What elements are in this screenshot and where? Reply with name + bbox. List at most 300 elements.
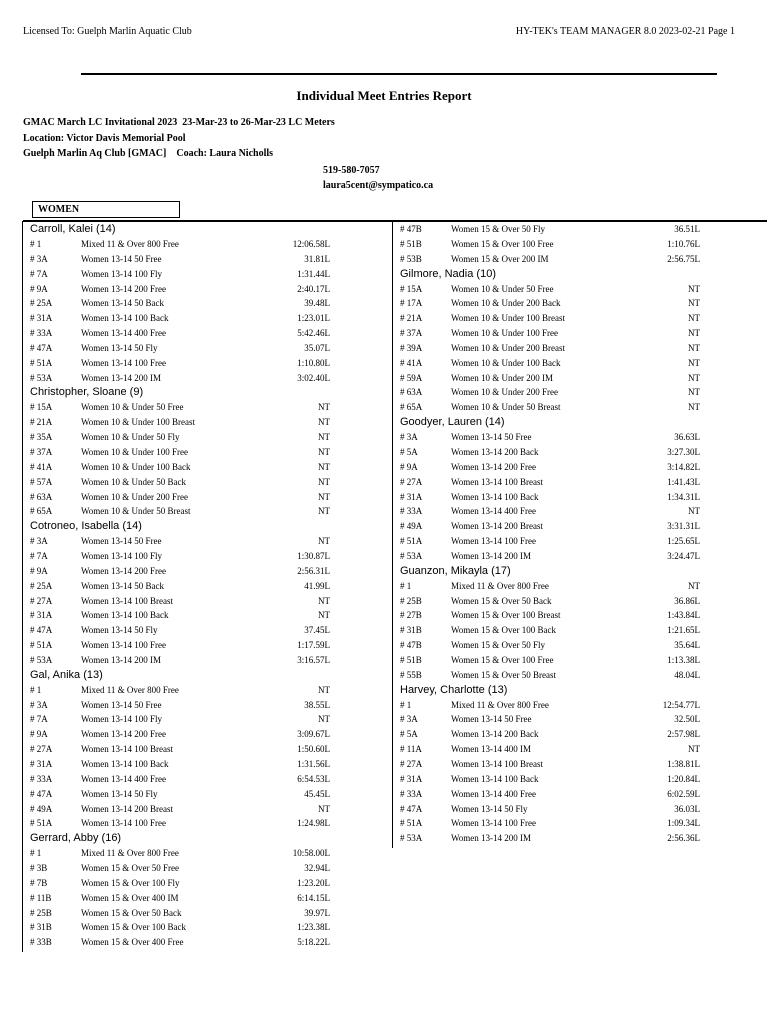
seed-time: 12:06.58L [292,239,330,249]
entry-row [30,846,330,861]
entry-row [400,252,700,267]
entry-row [30,549,330,564]
event-description: Women 10 & Under 50 Free [451,283,554,294]
event-description: Women 13-14 200 IM [81,654,162,665]
seed-time: 1:20.84L [667,773,700,784]
event-description: Women 13-14 100 Free [81,640,167,651]
seed-time: NT [318,446,330,457]
event-description: Women 10 & Under 100 Free [451,328,559,339]
event-description: Women 13-14 50 Free [81,253,162,264]
entry-row [30,712,330,727]
meet-info: GMAC March LC Invitational 2023 23-Mar-23 to 26-Mar-23 LC Meters [23,117,335,128]
event-description: Women 13-14 400 Free [451,506,537,517]
entry-row [400,445,700,460]
swimmer-name: Carroll, Kalei (14) [30,223,116,235]
seed-time: NT [688,580,700,591]
event-number: # 47B [400,640,422,651]
seed-time: 3:31.31L [667,521,700,532]
event-number: # 11A [400,744,422,755]
event-description: Women 13-14 50 Fly [81,342,158,353]
seed-time: 2:57.98L [667,729,700,740]
event-number: # 5A [400,729,418,740]
entry-row [400,698,700,713]
event-number: # 41A [400,357,423,368]
event-description: Women 13-14 50 Fly [81,788,158,799]
event-number: # 21A [400,313,423,324]
event-number: # 3B [30,863,48,874]
seed-time: 36.03L [674,803,700,814]
entry-row [400,623,700,638]
event-description: Women 13-14 200 Free [81,565,167,576]
seed-time: 6:54.53L [297,773,330,784]
event-number: # 47A [30,342,53,353]
entry-row [30,564,330,579]
event-number: # 53B [400,253,422,264]
event-number: # 27A [30,595,53,606]
swimmer-name: Gilmore, Nadia (10) [400,267,496,280]
entry-row [30,608,330,623]
event-description: Women 13-14 100 Breast [451,759,544,769]
event-description: Women 15 & Over 100 Free [451,238,554,249]
seed-time: NT [318,432,330,443]
seed-time: 32.50L [674,714,700,725]
seed-time: NT [318,506,330,517]
software-page-info: HY-TEK's TEAM MANAGER 8.0 2023-02-21 Page 1 [515,26,735,37]
event-number: # 7A [30,714,48,725]
seed-time: 1:41.43L [667,476,700,487]
event-description: Women 10 & Under 200 IM [451,372,554,383]
event-number: # 31A [30,313,53,324]
entry-row [400,594,700,609]
seed-time: 1:50.60L [297,744,330,755]
seed-time: 2:56.75L [667,253,700,264]
event-number: # 7A [30,268,48,279]
event-description: Women 15 & Over 100 Back [81,922,187,933]
event-number: # 5A [400,446,418,457]
seed-time: 39.48L [304,298,330,309]
entry-row [30,341,330,356]
swimmer-name: Gal, Anika (13) [30,668,103,681]
event-number: # 33A [30,773,53,784]
event-number: # 31A [30,610,53,621]
seed-time: NT [318,684,330,695]
event-description: Mixed 11 & Over 800 Free [451,580,549,591]
event-description: Women 13-14 200 IM [451,833,532,844]
event-description: Women 10 & Under 50 Breast [451,402,561,413]
event-description: Women 13-14 50 Free [451,432,532,443]
event-description: Women 10 & Under 200 Breast [451,342,566,353]
event-number: # 1 [30,848,42,859]
entry-row [30,638,330,653]
entry-row [400,430,700,445]
seed-time: 1:30.87L [297,551,330,562]
seed-time: NT [318,536,330,547]
event-number: # 31A [400,491,423,502]
event-description: Women 13-14 400 IM [451,744,532,755]
event-description: Women 13-14 50 Back [81,298,165,309]
event-description: Women 15 & Over 50 Back [451,595,552,606]
event-description: Women 13-14 200 Free [81,729,167,740]
entry-row [30,861,330,876]
seed-time: NT [318,461,330,472]
entry-row [400,727,700,742]
event-description: Women 13-14 100 Back [81,759,169,769]
seed-time: NT [688,313,700,324]
event-number: # 15A [30,402,53,413]
swimmer-name: Christopher, Sloane (9) [30,386,144,399]
event-description: Women 13-14 400 Free [451,788,537,799]
event-number: # 1 [30,239,42,249]
event-number: # 1 [400,699,412,710]
event-description: Women 13-14 50 Fly [451,803,528,814]
seed-time: 31.81L [304,253,330,264]
entry-row [400,326,700,341]
event-number: # 37A [30,446,53,457]
entry-row [30,460,330,475]
event-number: # 51B [400,654,422,665]
seed-time: 1:24.98L [297,818,330,829]
event-number: # 27B [400,610,422,621]
event-number: # 9A [30,729,48,740]
event-number: # 33A [30,328,53,339]
event-number: # 27A [30,744,53,755]
event-description: Women 10 & Under 200 Free [451,387,559,398]
event-number: # 27A [400,759,423,769]
seed-time: 32.94L [304,863,330,874]
entry-row [30,252,330,267]
event-number: # 25B [30,907,52,918]
seed-time: NT [318,803,330,814]
event-description: Women 13-14 200 Back [451,446,539,457]
seed-time: NT [688,342,700,353]
event-description: Women 10 & Under 200 Back [451,298,561,309]
seed-time: NT [688,328,700,339]
seed-time: 3:14.82L [667,461,700,472]
entry-row [400,608,700,623]
event-description: Women 13-14 100 Breast [451,476,544,487]
entry-row [400,802,700,817]
entry-row [400,787,700,802]
event-description: Women 13-14 200 IM [451,550,532,561]
event-number: # 53A [400,550,423,561]
event-number: # 15A [400,283,423,294]
event-number: # 55B [400,669,422,680]
event-number: # 7B [30,877,48,888]
event-description: Women 13-14 400 Free [81,773,167,784]
entry-row [30,504,330,519]
entry-row [30,579,330,594]
entry-row [30,935,330,950]
seed-time: 36.63L [674,432,700,443]
event-number: # 47A [30,625,53,636]
location: Location: Victor Davis Memorial Pool [23,133,186,144]
entry-row [400,534,700,549]
entry-row [30,891,330,906]
left-column [30,222,330,950]
seed-time: 38.55L [304,699,330,710]
event-number: # 11B [30,892,52,903]
event-number: # 31A [30,759,53,769]
event-number: # 3A [30,253,48,264]
entry-row [400,816,700,831]
event-description: Women 13-14 100 Back [81,610,169,621]
entry-row [30,430,330,445]
event-number: # 31A [400,773,423,784]
seed-time: 35.07L [304,342,330,353]
event-description: Women 15 & Over 100 Fly [81,877,180,888]
entry-row [30,237,330,252]
seed-time: 1:09.34L [667,818,700,829]
entry-row [30,653,330,668]
event-number: # 25A [30,298,53,309]
seed-time: 3:24.47L [667,550,700,561]
entry-row [30,267,330,282]
entry-row [400,504,700,519]
seed-time: NT [688,372,700,383]
event-number: # 3A [30,699,48,710]
event-description: Women 10 & Under 200 Free [81,491,189,502]
event-description: Women 15 & Over 50 Free [81,863,180,874]
seed-time: 39.97L [304,907,330,918]
event-description: Women 15 & Over 100 Free [451,654,554,665]
seed-time: 6:02.59L [667,788,700,799]
entry-row [30,906,330,921]
entry-row [400,400,700,415]
event-number: # 1 [400,580,412,591]
seed-time: 3:02.40L [297,372,330,383]
entry-row [400,549,700,564]
event-description: Women 13-14 100 Free [81,818,167,829]
entry-row [400,341,700,356]
entry-row [400,282,700,297]
event-description: Women 10 & Under 50 Back [81,476,187,487]
event-number: # 47A [30,788,53,799]
seed-time: 2:40.17L [297,283,330,294]
event-description: Women 13-14 100 Back [451,491,539,502]
event-number: # 17A [400,298,423,309]
event-number: # 1 [30,684,42,695]
seed-time: 2:56.31L [297,565,330,576]
entry-row [400,712,700,727]
event-description: Mixed 11 & Over 800 Free [81,684,179,695]
left-column-border [22,221,23,952]
seed-time: 1:10.80L [297,357,330,368]
event-description: Women 13-14 50 Back [81,580,165,591]
seed-time: NT [318,595,330,606]
event-description: Women 13-14 100 Breast [81,744,174,755]
swimmer-name: Cotroneo, Isabella (14) [30,520,142,533]
entry-row [400,490,700,505]
seed-time: NT [318,610,330,621]
event-description: Women 13-14 200 Breast [451,521,544,532]
event-description: Women 15 & Over 100 Back [451,625,557,636]
event-number: # 63A [30,491,53,502]
event-number: # 25A [30,580,53,591]
entry-row [30,727,330,742]
event-description: Women 10 & Under 50 Breast [81,506,191,517]
seed-time: NT [688,402,700,413]
seed-time: 10:58.00L [292,848,330,859]
seed-time: 3:09.67L [297,729,330,740]
seed-time: 36.86L [674,595,700,606]
entry-row [400,742,700,757]
seed-time: 1:23.01L [297,313,330,324]
event-number: # 51A [30,818,53,829]
event-description: Women 10 & Under 50 Free [81,402,184,413]
event-description: Women 15 & Over 50 Fly [451,224,546,234]
seed-time: NT [688,357,700,368]
entry-row [30,757,330,772]
event-description: Mixed 11 & Over 800 Free [451,699,549,710]
seed-time: 1:23.38L [297,922,330,933]
event-number: # 37A [400,328,423,339]
entry-row [30,787,330,802]
event-number: # 49A [30,803,53,814]
entry-row [400,772,700,787]
seed-time: 1:17.59L [297,640,330,651]
entry-row [400,311,700,326]
entry-row [30,475,330,490]
event-number: # 3A [30,536,48,547]
event-number: # 51A [400,818,423,829]
event-number: # 39A [400,342,423,353]
event-number: # 21A [30,417,53,428]
event-description: Women 13-14 100 Free [81,357,167,368]
event-description: Women 15 & Over 100 Breast [451,610,561,621]
entry-row [30,326,330,341]
swimmer-name: Gerrard, Abby (16) [30,832,122,845]
entry-row [30,772,330,787]
event-number: # 33B [30,937,52,948]
seed-time: 12:54.77L [662,699,700,710]
seed-time: 1:31.56L [297,759,330,769]
event-description: Women 13-14 100 Fly [81,268,163,279]
seed-time: NT [318,714,330,725]
event-number: # 65A [400,402,423,413]
event-description: Women 13-14 200 IM [81,372,162,383]
seed-time: 3:27.30L [667,446,700,457]
entry-row [30,698,330,713]
entry-row [30,876,330,891]
event-description: Mixed 11 & Over 800 Free [81,239,179,249]
entry-row [30,816,330,831]
seed-time: 1:25.65L [667,536,700,547]
entry-row [30,920,330,935]
entry-row [400,519,700,534]
event-description: Women 13-14 100 Fly [81,714,163,725]
seed-time: 37.45L [304,625,330,636]
event-description: Women 13-14 100 Breast [81,595,174,606]
event-description: Women 15 & Over 400 Free [81,937,184,948]
entry-row [30,371,330,386]
entry-row [400,757,700,772]
entry-row [30,490,330,505]
entry-row [30,415,330,430]
event-number: # 65A [30,506,53,517]
event-number: # 31B [400,625,422,636]
event-number: # 33A [400,506,423,517]
license-text: Licensed To: Guelph Marlin Aquatic Club [23,26,192,37]
event-number: # 35A [30,432,53,443]
event-description: Women 15 & Over 400 IM [81,892,179,903]
event-description: Women 13-14 400 Free [81,328,167,339]
event-description: Women 10 & Under 50 Fly [81,432,180,443]
seed-time: 41.99L [304,580,330,591]
report-title: Individual Meet Entries Report [296,88,472,103]
team-coach: Guelph Marlin Aq Club [GMAC] Coach: Laura Nicholls [23,148,274,159]
phone: 519-580-7057 [323,165,380,176]
event-number: # 47A [400,803,423,814]
seed-time: 35.64L [674,640,700,651]
event-description: Women 13-14 100 Free [451,536,537,547]
seed-time: NT [688,298,700,309]
event-number: # 51A [30,357,53,368]
event-number: # 51A [400,536,423,547]
right-column [400,222,700,846]
seed-time: 45.45L [304,788,330,799]
event-description: Women 13-14 200 Free [81,283,167,294]
event-description: Women 13-14 100 Back [81,313,169,324]
seed-time: NT [318,417,330,428]
seed-time: 1:13.38L [667,654,700,665]
event-number: # 53A [400,833,423,844]
entry-row [400,237,700,252]
event-number: # 63A [400,387,423,398]
seed-time: 1:38.81L [667,759,700,769]
event-number: # 49A [400,521,423,532]
event-number: # 9A [400,461,418,472]
entry-row [30,534,330,549]
email: laura5cent@sympatico.ca [323,180,434,191]
event-number: # 51B [400,238,422,249]
seed-time: 6:14.15L [297,892,330,903]
column-divider [392,221,393,848]
seed-time: 3:16.57L [297,654,330,665]
seed-time: NT [318,402,330,413]
event-number: # 33A [400,788,423,799]
event-description: Women 13-14 100 Back [451,773,539,784]
event-number: # 31B [30,922,52,933]
seed-time: 1:23.20L [297,877,330,888]
event-description: Women 10 & Under 100 Breast [451,313,566,324]
event-number: # 41A [30,461,53,472]
seed-time: 5:18.22L [297,937,330,948]
event-description: Women 15 & Over 50 Fly [451,640,546,651]
entry-row [400,831,700,846]
seed-time: 1:34.31L [667,491,700,502]
entry-row [30,683,330,698]
swimmer-name: Harvey, Charlotte (13) [400,683,508,696]
entry-row [400,356,700,371]
event-number: # 47B [400,224,422,234]
title-rule [81,73,717,75]
event-description: Women 10 & Under 100 Back [81,461,191,472]
entry-row [30,356,330,371]
event-number: # 57A [30,476,53,487]
swimmer-name: Guanzon, Mikayla (17) [400,564,511,577]
event-description: Women 13-14 100 Fly [81,551,163,562]
seed-time: 1:43.84L [667,610,700,621]
event-number: # 7A [30,551,48,562]
entry-row [30,282,330,297]
entry-row [30,802,330,817]
entry-row [30,296,330,311]
seed-time: NT [688,744,700,755]
event-description: Women 13-14 100 Free [451,818,537,829]
event-description: Women 15 & Over 50 Breast [451,669,557,680]
seed-time: NT [318,476,330,487]
entry-row [30,445,330,460]
